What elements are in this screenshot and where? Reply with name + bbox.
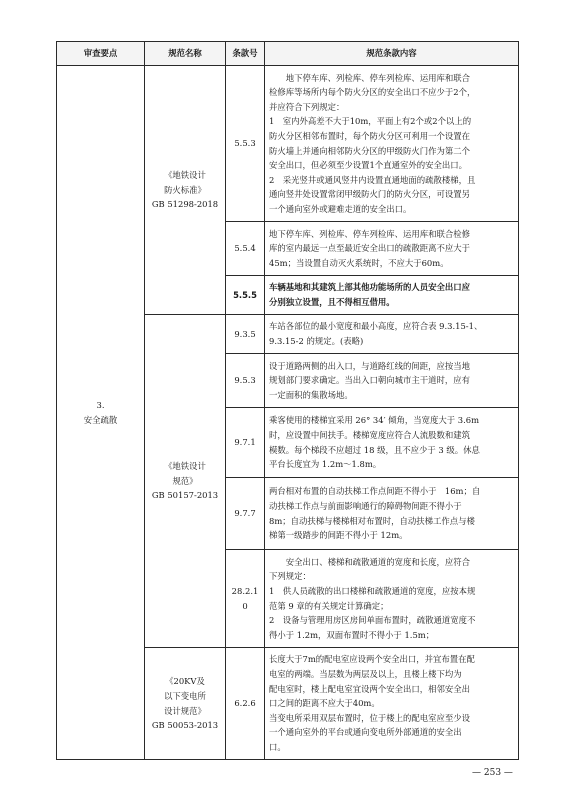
clause-number: 6.2.6 [226,648,265,760]
clause-line: 8m；自动扶梯与楼梯相对布置时，自动扶梯工作点与楼 [269,515,475,526]
spec-name-line: GB 51298-2018 [151,199,219,210]
clause-line: 库的室内最远一点至最近安全出口的疏散距离不应大于 [269,243,470,254]
header-review-point: 审查要点 [57,42,145,66]
review-point-number: 3. [96,399,105,410]
clause-line: 地下停车库、列检库、停车列检库、运用库和联合检修 [269,228,470,239]
clause-number: 9.3.5 [226,315,265,354]
spec-name-line: 防火标准》 [164,184,206,195]
clause-content [265,408,519,478]
spec-name-cell [145,648,226,760]
clause-line: 电室的两端。当层数为两层及以上，且楼上楼下均为 [269,669,462,680]
clause-content [265,222,519,276]
clause-content [265,648,519,760]
clause-line: 检修库等场所内每个防火分区的安全出口不应少于2个， [269,87,476,98]
clause-content [265,315,519,354]
clause-number: 9.5.3 [226,354,265,408]
clause-number: 9.7.7 [226,478,265,550]
clause-content [265,478,519,550]
spec-name-line: GB 50157-2013 [151,490,219,501]
clause-line: 动扶梯工作点与前面影响通行的障碍物间距不得小于 [269,500,462,511]
regulation-table [56,41,519,760]
clause-content [265,354,519,408]
clause-line: 一定面积的集散场地。 [269,389,353,400]
clause-line: 车辆基地和其建筑上部其他功能场所的人员安全出口应 [269,282,470,293]
clause-line: 地下停车库、列检库、停车列检库、运用库和联合 [285,72,471,83]
review-point-cell [57,66,145,760]
page-number: — 253 — [472,768,513,778]
table-row [57,66,519,222]
clause-line: 口之间的距离不应大于40m。 [269,698,380,709]
spec-name-cell [145,66,226,315]
spec-name-line: 《20KV及 [165,676,205,687]
clause-content [265,550,519,648]
clause-line: 梯第一级踏步的间距不得小于 12m。 [269,530,408,541]
clause-line: 一个通向室外的平台或通向变电所外部通道的安全出 [269,727,462,738]
clause-line: 模数。每个梯段不应超过 18 级，且不应少于 3 级。休息 [269,444,480,455]
clause-number: 5.5.5 [226,276,265,315]
spec-name-cell [145,315,226,648]
spec-name-line: GB 50053-2013 [151,720,219,731]
clause-line: 时，应设置中间扶手。楼梯宽度应符合人流股数和建筑 [269,429,470,440]
header-spec-name: 规范名称 [145,42,226,66]
clause-line: 车站各部位的最小宽度和最小高度，应符合表 9.3.15-1、 [269,321,483,332]
clause-line: 两台相对布置的自动扶梯工作点间距不得小于 16m；自 [269,486,481,497]
clause-line: 9.3.15-2 的规定。(表略) [269,336,364,346]
clause-line: 防火分区相邻布置时，每个防火分区可利用一个设置在 [269,130,470,141]
clause-line: 设于道路两侧的出入口，与道路红线的间距，应按当地 [269,360,470,371]
clause-line: 得小于 1.2m，双面布置时不得小于 1.5m； [269,629,435,640]
clause-line: 规划部门要求确定。当出入口朝向城市主干道时，应有 [269,375,470,386]
clause-line: 并应符合下列规定： [269,101,345,112]
clause-line: 1 室内外高差不大于10m，平面上有2个或2个以上的 [269,116,472,127]
clause-content [265,66,519,222]
clause-content [265,276,519,315]
clause-line: 当变电所采用双层布置时，位于楼上的配电室应至少设 [269,712,470,723]
clause-line: 口。 [269,741,286,752]
clause-number: 28.2.10 [226,550,265,648]
clause-line: 乘客使用的楼梯宜采用 26° 34′ 倾角，当宽度大于 3.6m [269,415,480,426]
clause-line: 防火墙上并通向相邻防火分区的甲级防火门作为第二个 [269,145,470,156]
clause-line: 长度大于7m的配电室应设两个安全出口，并宜布置在配 [269,654,475,665]
clause-line: 范第 9 章的有关规定计算确定； [269,600,389,611]
clause-number: 5.5.4 [226,222,265,276]
spec-name-line: 设计规范》 [164,705,206,716]
spec-name-line: 《地铁设计 [164,170,206,181]
clause-number: 5.5.3 [226,66,265,222]
clause-line: 安全出口、楼梯和疏散通道的宽度和长度，应符合 [285,556,471,567]
clause-number: 9.7.1 [226,408,265,478]
clause-line: 下列规定： [269,571,311,582]
clause-line: 2 采光竖井或通风竖井内设置直通地面的疏散楼梯，且 [269,174,476,185]
clause-line: 平台长度宜为 1.2m～1.8m。 [269,459,382,470]
clause-line: 45m；当设置自动灭火系统时，不应大于60m。 [269,257,449,268]
header-clause-no: 条款号 [226,42,265,66]
clause-line: 分别独立设置，且不得相互借用。 [269,297,395,307]
spec-name-line: 规范》 [172,475,198,486]
clause-line: 1 供人员疏散的出口楼梯和疏散通道的宽度，应按本规 [269,585,476,596]
clause-line: 配电室时，楼上配电室宜设两个安全出口，相邻安全出 [269,683,470,694]
clause-line: 2 设备与管理用房区房间单面布置时，疏散通道宽度不 [269,615,476,626]
table-header-row [57,42,519,66]
spec-name-line: 《地铁设计 [164,461,206,472]
clause-line: 安全出口，但必须至少设置1个直通室外的安全出口。 [269,160,467,171]
header-clause-content: 规范条款内容 [265,42,519,66]
spec-name-line: 以下变电所 [164,690,206,701]
clause-line: 通向竖井处设置常闭甲级防火门的防火分区，可设置另 [269,189,470,200]
clause-line: 一个通向室外或避难走道的安全出口。 [269,203,412,214]
review-point-label: 安全疏散 [83,414,118,425]
